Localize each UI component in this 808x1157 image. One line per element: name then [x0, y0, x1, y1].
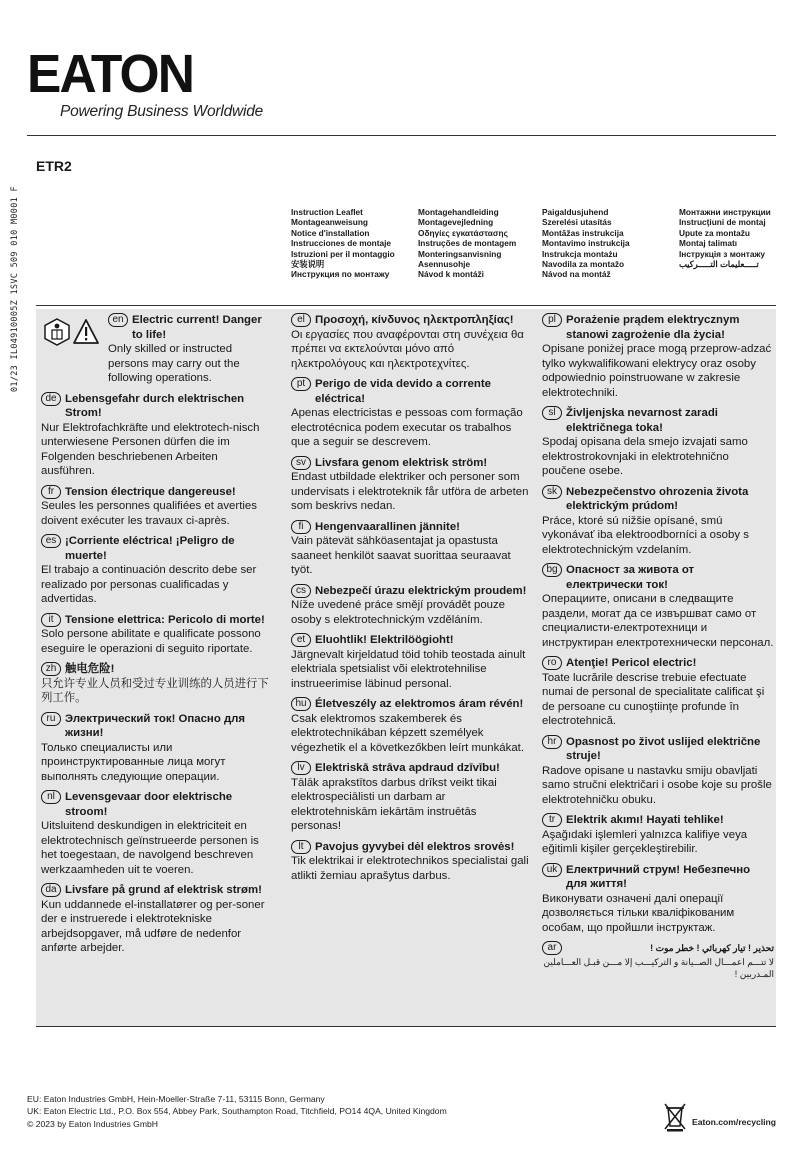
lang-badge: nl — [41, 790, 61, 804]
warning-lt — [291, 840, 529, 884]
warning-fr — [41, 485, 273, 529]
side-code: 01/23 IL04910005Z 1SVC 509 010 M0001 F — [10, 186, 20, 392]
warning-title: cs Nebezpečí úrazu elektrickým proudem! — [291, 584, 529, 599]
doc-type-column-3: Paigaldusjuhend Szerelési utasítás Montāžas instrukcija Montavimo instrukcija Instrukcja montażu Navodila za montažo Návod na montáž — [542, 207, 630, 280]
warning-title: nl Levensgevaar door elektrische stroom! — [41, 790, 273, 819]
warning-text: Tālāk aprakstītos darbus drīkst veikt tikai elektrospeciālisti un darbam ar elektrotehniskām iekārtām instruētās personas! — [291, 776, 497, 832]
lang-badge: cs — [291, 584, 311, 598]
warning-pt — [291, 377, 529, 450]
warning-text: Aşağıdaki işlemleri yalnızca kalifiye veya eğitimli kişiler gerçekleştirebilir. — [542, 828, 748, 855]
warning-sv — [291, 456, 529, 514]
footer-line-uk: UK: Eaton Electric Ltd., P.O. Box 554, Abbey Park, Southampton Road, Titchfield, PO14 4QA, United Kingdom — [27, 1106, 447, 1117]
warning-title: en Electric current! Danger to life! — [108, 313, 273, 342]
warning-text: Tik elektrikai ir elektrotechnikos specialistai gali atlikti žemiau aprašytus darbus. — [291, 855, 529, 882]
doc-type-column-4: Монтажни инструкции Instrucţiuni de montaj Upute za montažu Montaj talimatı Інструкція з монтажу تـــــعليمات التـــــركيب — [679, 207, 771, 270]
warning-text: Endast utbildade elektriker och personer som undervisats i elektroteknik får utföra de arbeten som beskrivs nedan. — [291, 471, 529, 512]
divider-top — [27, 135, 776, 136]
warning-title: es ¡Corriente eléctrica! ¡Peligro de muerte! — [41, 534, 273, 563]
warning-text: Только специалисты или проинструктированные лица могут выполнять следующие операции. — [41, 741, 226, 783]
lang-badge: bg — [542, 563, 562, 577]
warning-title: sv Livsfara genom elektrisk ström! — [291, 456, 529, 471]
lang-badge: fr — [41, 485, 61, 499]
warning-it — [41, 613, 273, 657]
warning-text: لا تتـــم اعمـــال الصــيانة و التركيـــب إلا مـــن قبـل العـــاملين المـدربين ! — [543, 956, 774, 979]
warnings-column-1 — [41, 313, 273, 962]
lang-badge: el — [291, 313, 311, 327]
warning-title: pt Perigo de vida devido a corrente eléctrica! — [291, 377, 529, 406]
warning-title: fi Hengenvaarallinen jännite! — [291, 520, 529, 535]
warning-uk — [542, 863, 774, 936]
lang-badge: zh — [41, 662, 61, 676]
product-name: ETR2 — [36, 158, 72, 174]
warning-hu — [291, 697, 529, 755]
warning-text: Níže uvedené práce smějí provádět pouze osoby s elektrotechnickým vzděláním. — [291, 599, 506, 626]
lang-badge: et — [291, 633, 311, 647]
divider-panel-bottom — [36, 1026, 776, 1027]
warning-text: Vain pätevät sähköasentajat ja opastusta saaneet henkilöt saavat suorittaa seuraavat työt. — [291, 535, 511, 576]
lang-badge: ar — [542, 941, 562, 955]
warning-text: 只允许专业人员和受过专业训练的人员进行下列工作。 — [41, 677, 269, 704]
warning-bg — [542, 563, 774, 650]
lang-badge: en — [108, 313, 128, 327]
doc-type-column-1: Instruction Leaflet Montageanweisung Notice d'installation Instrucciones de montaje Istruzioni per il montaggio 安装说明 Инструкция по монтажу — [291, 207, 395, 280]
lang-badge: sv — [291, 456, 311, 470]
lang-badge: pt — [291, 377, 311, 391]
warning-text: Práce, ktoré sú nižšie opísané, smú vykonávať iba elektroodborníci a osoby s elektrotechnickým vzdelaním. — [542, 514, 749, 556]
warning-text: Uitsluitend deskundigen in elektriciteit en elektrotechnisch geïnstrueerde personen is het toegestaan, de navolgend beschreven werkzaamheden uit te voeren. — [41, 820, 259, 876]
warning-ru — [41, 712, 273, 785]
warning-en — [0, 313, 273, 386]
warning-es — [41, 534, 273, 607]
warning-text: Виконувати означені далі операції дозволяється тільки кваліфікованим особам, що пройшли інструктаж. — [542, 892, 735, 934]
warning-tr — [542, 813, 774, 857]
warning-text: Apenas electricistas e pessoas com formação electrotécnica podem executar os trabalhos que a seguir se descrevem. — [291, 407, 523, 448]
lang-badge: hu — [291, 697, 311, 711]
warning-title: ro Atenţie! Pericol electric! — [542, 656, 774, 671]
warning-title: tr Elektrik akımı! Hayati tehlike! — [542, 813, 774, 828]
lang-badge: sl — [542, 406, 562, 420]
doc-type-column-2: Montagehandleiding Montagevejledning Οδηγίες εγκατάστασης Instruções de montagem Monteringsanvisning Asennusohje Návod k montáži — [418, 207, 517, 280]
warning-title: sl Življenjska nevarnost zaradi električnega toka! — [542, 406, 774, 435]
warning-et — [291, 633, 529, 691]
lang-badge: ru — [41, 712, 61, 726]
warning-title: ru Электрический ток! Опасно для жизни! — [41, 712, 273, 741]
footer-address — [27, 1093, 447, 1130]
warning-text: Only skilled or instructed persons may carry out the following operations. — [108, 343, 240, 384]
warning-title: it Tensione elettrica: Pericolo di morte! — [41, 613, 273, 628]
lang-badge: it — [41, 613, 61, 627]
warning-ro — [542, 656, 774, 729]
warning-title: lt Pavojus gyvybei dėl elektros srovės! — [291, 840, 529, 855]
warning-text: Οι εργασίες που αναφέρονται στη συνέχεια θα πρέπει να εκτελούνται μόνο από ηλεκτρολόγους και ηλεκτροτεχνίτες. — [291, 328, 524, 370]
warning-fi — [291, 520, 529, 578]
warning-title: et Eluohtlik! Elektrilöögioht! — [291, 633, 529, 648]
lang-badge: ro — [542, 656, 562, 670]
warning-title: de Lebensgefahr durch elektrischen Strom! — [41, 392, 273, 421]
lang-badge: sk — [542, 485, 562, 499]
warning-title: pl Porażenie prądem elektrycznym stanowi zagrożenie dla życia! — [542, 313, 774, 342]
warning-text: Seules les personnes qualifiées et averties doivent exécuter les travaux ci-après. — [41, 500, 257, 527]
warning-text: Järgnevalt kirjeldatud töid tohib teostada ainult elektriala spetsialist või elektrotehnilise instrueerimise läbinud personal. — [291, 648, 526, 690]
warning-text: Csak elektromos szakemberek és elektrotechnikában képzett személyek végezhetik el a következőkben leírt munkákat. — [291, 712, 525, 754]
warning-lv — [291, 761, 529, 834]
warning-ar — [542, 941, 774, 980]
warning-da — [41, 883, 273, 956]
warning-cs — [291, 584, 529, 628]
warning-text: El trabajo a continuación descrito debe ser realizado por personas cualificadas y advertidas. — [41, 564, 257, 605]
warning-title: sk Nebezpečenstvo ohrozenia života elektrickým prúdom! — [542, 485, 774, 514]
svg-text:EATON: EATON — [27, 48, 193, 98]
lang-badge: uk — [542, 863, 562, 877]
warning-hr — [542, 735, 774, 808]
divider-panel-top — [36, 305, 776, 306]
warning-title: uk Електричний струм! Небезпечно для життя! — [542, 863, 774, 892]
recycling-link[interactable]: Eaton.com/recycling — [692, 1117, 777, 1127]
warning-text: Toate lucrările descrise trebuie efectuate numai de personal de specialitate calificat şi de persoane cu cunoştiinţe profunde în electrotehnică. — [542, 671, 765, 727]
eaton-logo — [27, 48, 197, 98]
warning-text: Spodaj opisana dela smejo izvajati samo elektrostrokovnjaki in elektrotehnično poučene osebe. — [542, 436, 748, 477]
warning-nl — [41, 790, 273, 877]
warning-title: el Προσοχή, κίνδυνος ηλεκτροπληξίας! — [291, 313, 529, 328]
warning-title: lv Elektriskā strāva apdraud dzīvību! — [291, 761, 529, 776]
warning-text: Radove opisane u nastavku smiju obavljati samo stručni električari i osobe koje su prošle elektrotehničku obuku. — [542, 764, 772, 806]
warning-text: Kun uddannede el-installatører og per-soner der e instruerede i elektrotekniske arbejdsopgaver, må udføre de nedenfor anførte arbejder. — [41, 898, 265, 954]
footer-line-eu: EU: Eaton Industries GmbH, Hein-Moeller-Straße 7-11, 53115 Bonn, Germany — [27, 1094, 325, 1104]
warnings-column-2 — [291, 313, 529, 889]
warning-el — [291, 313, 529, 371]
warning-text: Solo persone abilitate e qualificate possono eseguire le operazioni di seguito riportate. — [41, 628, 261, 655]
footer-copyright: © 2023 by Eaton Industries GmbH — [27, 1118, 159, 1129]
warning-title: hr Opasnost po život uslijed električne struje! — [542, 735, 774, 764]
lang-badge: tr — [542, 813, 562, 827]
lang-badge: lv — [291, 761, 311, 775]
warning-sl — [542, 406, 774, 479]
warning-title: hu Életveszély az elektromos áram révén! — [291, 697, 529, 712]
warning-title: fr Tension électrique dangereuse! — [41, 485, 273, 500]
warnings-column-3 — [542, 313, 774, 986]
lang-badge: es — [41, 534, 61, 548]
warning-zh — [41, 662, 273, 706]
lang-badge: pl — [542, 313, 562, 327]
warning-sk — [542, 485, 774, 558]
warning-title: ar تحذير ! تيار كهربائي ! خطر موت ! — [542, 941, 774, 956]
warning-pl — [542, 313, 774, 400]
lang-badge: hr — [542, 735, 562, 749]
warning-title: zh 触电危险! — [41, 662, 273, 677]
warning-de — [41, 392, 273, 479]
warning-text: Nur Elektrofachkräfte und elektrotech-nisch unterwiesene Personen dürfen die im Folgenden beschriebenen Arbeiten ausführen. — [41, 421, 260, 477]
lang-badge: de — [41, 392, 61, 406]
weee-bin-icon — [664, 1102, 686, 1132]
warning-title: bg Опасност за живота от електрически ток! — [542, 563, 774, 592]
tagline: Powering Business Worldwide — [60, 103, 264, 120]
warning-text: Операциите, описани в следващите раздели, могат да се извършват само от специалисти-електротехници и инструктиран електротехнически персонал. — [542, 593, 774, 649]
warning-text: Opisane poniżej prace mogą przeprow-adzać tylko wykwalifikowani elektrycy oraz osoby odpowiednio poinstruowane w zakresie elektrotechniki. — [542, 343, 772, 399]
lang-badge: fi — [291, 520, 311, 534]
lang-badge: da — [41, 883, 61, 897]
warning-title: da Livsfare på grund af elektrisk strøm! — [41, 883, 273, 898]
lang-badge: lt — [291, 840, 311, 854]
